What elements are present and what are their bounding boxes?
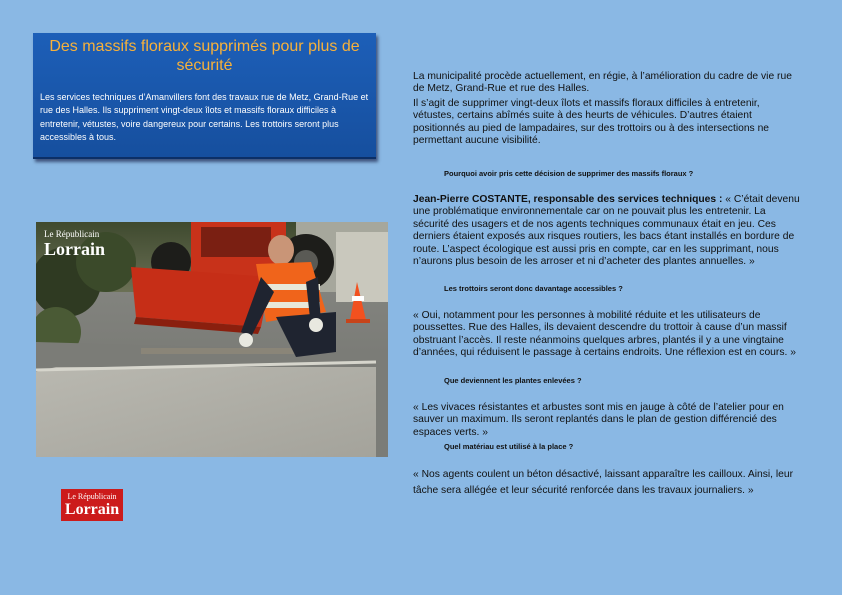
article-photo (36, 222, 388, 457)
answer-3-text: « Les vivaces résistantes et arbustes sont mis en jauge à côté de l’atelier pour en sauver un maximum. Ils seront replantés dans le plan de gestion différencié des espaces verts. » (413, 402, 784, 438)
photo-logo-line1: Le Républicain (44, 229, 100, 239)
question-1: Pourquoi avoir pris cette décision de supprimer des massifs floraux ? (444, 169, 694, 178)
question-4: Quel matériau est utilisé à la place ? (444, 442, 574, 451)
logo-line1: Le Républicain (67, 492, 117, 501)
intro-paragraph-1: La municipalité procède actuellement, en régie, à l’amélioration du cadre de vie rue de Metz, Grand-Rue et rue des Halles. (413, 71, 792, 95)
photo-newspaper-logo (44, 230, 105, 258)
headline-box (33, 33, 376, 159)
answer-3 (413, 402, 801, 439)
answer-2 (413, 310, 801, 360)
intro-paragraph-2: Il s’agit de supprimer vingt-deux îlots et massifs floraux difficiles à entretenir, vétustes, certains abîmés suite à des heurts de véhicules. D’autres étaient positionnés au pied de lampadaires, sur des trottoirs ou à des intersections ne permettant aucune visibilité. (413, 97, 770, 147)
interview-author: Jean-Pierre COSTANTE, responsable des services techniques : (413, 194, 723, 205)
answer-4-text: « Nos agents coulent un béton désactivé, laissant apparaître les cailloux. Ainsi, leur tâche sera allégée et leur sécurité renforcée dans les travaux journaliers. » (413, 469, 794, 496)
question-2: Les trottoirs seront donc davantage accessibles ? (444, 284, 623, 293)
article-lead: Les services techniques d’Amanvillers font des travaux rue de Metz, Grand-Rue et rue des Halles. Ils suppriment vingt-deux îlots et massifs floraux difficiles à entretenir, vétustes, voire dangereux pour certains. Les trottoirs seront plus accessibles à tous. (40, 92, 369, 142)
answer-1 (413, 194, 801, 268)
answer-4 (413, 467, 801, 498)
answer-1-text: « C’était devenu une problématique environnementale car on ne pouvait plus les entretenir. La sécurité des usagers et de nos agents techniques communaux était en jeu. Ces derniers étaient exposés aux risques routiers, les bacs étant installés en bordure de route. L’aspect écologique est aussi pris en compte, car en les supprimant, nous n’aurons plus besoin de les arroser et ni d’acheter des plantes annuelles. » (413, 194, 800, 268)
question-3: Que deviennent les plantes enlevées ? (444, 376, 582, 385)
newspaper-logo (61, 489, 123, 521)
logo-line2: Lorrain (64, 501, 120, 518)
answer-2-text: « Oui, notamment pour les personnes à mobilité réduite et les utilisateurs de poussettes. Rue des Halles, ils devaient descendre du trottoir à cause d’un massif obstruant l’accès. Il reste néanmoins quelques arbres, plantés il y a une vingtaine d’années, qui réduisent le passage à certains endroits. Une réflexion est en cours. » (413, 310, 796, 359)
intro-section (413, 71, 801, 147)
article-title: Des massifs floraux supprimés pour plus de sécurité (49, 38, 360, 74)
photo-logo-line2: Lorrain (44, 239, 105, 259)
